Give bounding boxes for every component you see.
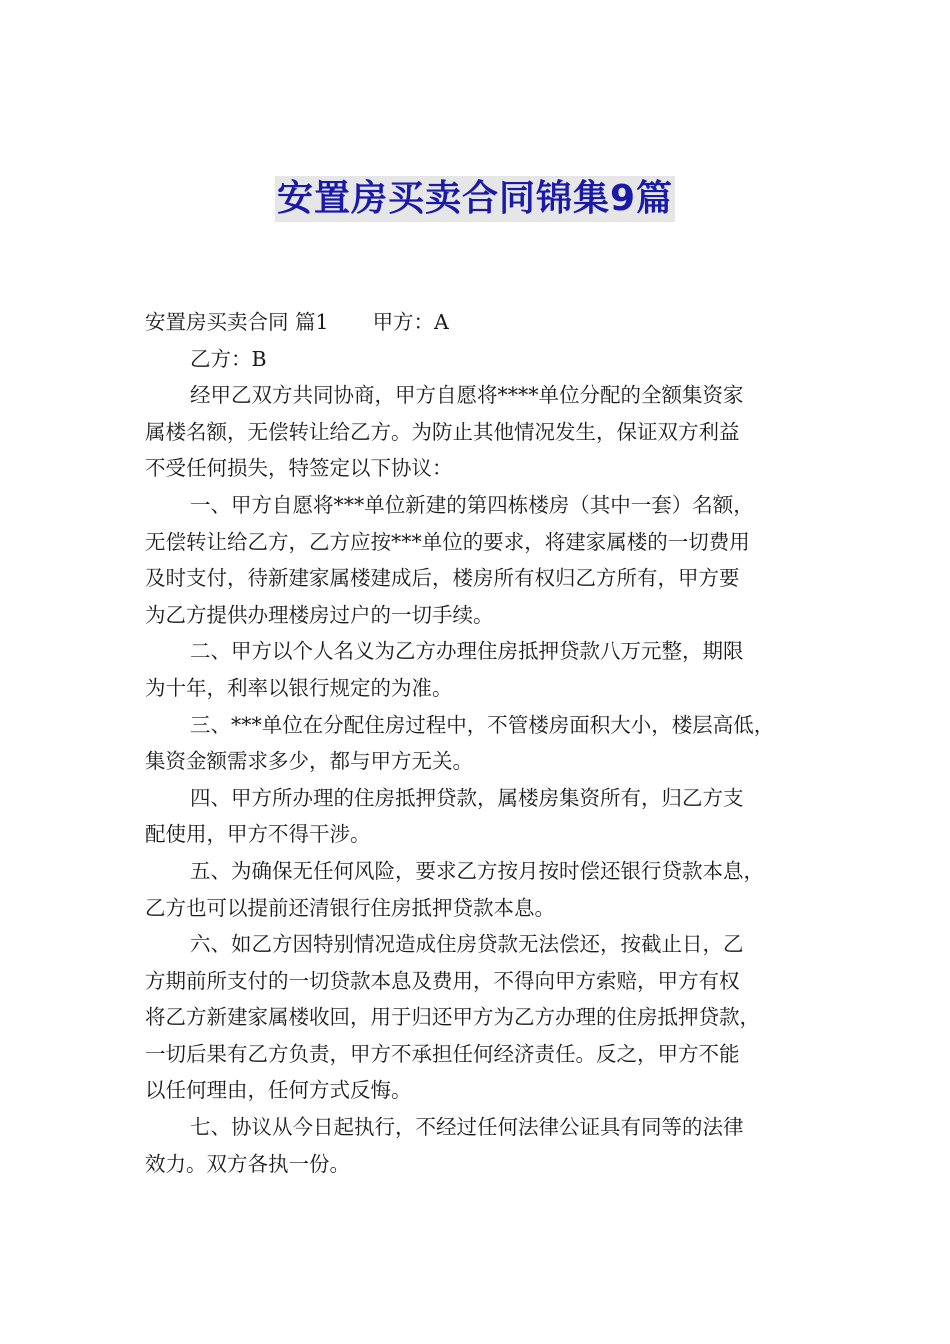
paragraph-line: 集资金额需求多少，都与甲方无关。: [145, 749, 473, 774]
paragraph-line: 属楼名额，无偿转让给乙方。为防止其他情况发生，保证双方利益: [145, 419, 740, 444]
paragraph-line: 不受任何损失，特签定以下协议：: [145, 456, 453, 481]
document-body: [145, 304, 813, 1182]
document-title: 安置房买卖合同锦集9篇: [275, 176, 675, 222]
paragraph-line: 乙方也可以提前还清银行住房抵押贷款本息。: [145, 895, 555, 920]
paragraph-line: 方期前所支付的一切贷款本息及费用，不得向甲方索赔，甲方有权: [145, 968, 740, 993]
party-a-label: 甲方：A: [372, 310, 449, 334]
paragraph-line: 及时支付，待新建家属楼建成后，楼房所有权归乙方所有，甲方要: [145, 566, 740, 591]
paragraph-line: 七、协议从今日起执行，不经过任何法律公证具有同等的法律: [190, 1115, 744, 1140]
paragraph-line: 四、甲方所办理的住房抵押贷款，属楼房集资所有，归乙方支: [190, 785, 744, 810]
paragraph-line: 三、***单位在分配住房过程中，不管楼房面积大小，楼层高低，: [190, 712, 775, 737]
paragraph-line: 一、甲方自愿将***单位新建的第四栋楼房（其中一套）名额，: [190, 492, 754, 517]
paragraph-line: 六、如乙方因特别情况造成住房贷款无法偿还，按截止日，乙: [190, 932, 744, 957]
paragraph-line: 为十年，利率以银行规定的为准。: [145, 675, 453, 700]
paragraph-line: 以任何理由，任何方式反悔。: [145, 1078, 412, 1103]
paragraph-line: 二、甲方以个人名义为乙方办理住房抵押贷款八万元整，期限: [190, 639, 744, 664]
party-b-label: 乙方：B: [190, 346, 267, 371]
paragraph-line: 效力。双方各执一份。: [145, 1151, 350, 1176]
paragraph-line: 无偿转让给乙方，乙方应按***单位的要求，将建家属楼的一切费用: [145, 529, 750, 554]
paragraph-line: 五、为确保无任何风险，要求乙方按月按时偿还银行贷款本息，: [190, 858, 764, 883]
paragraph-line: 一切后果有乙方负责，甲方不承担任何经济责任。反之，甲方不能: [145, 1041, 740, 1066]
paragraph-line: 配使用，甲方不得干涉。: [145, 822, 371, 847]
section-heading-line: [145, 304, 813, 341]
section-heading: 安置房买卖合同 篇1: [145, 310, 329, 334]
title-container: [0, 176, 950, 222]
paragraph-line: 为乙方提供办理楼房过户的一切手续。: [145, 602, 494, 627]
paragraph-line: 将乙方新建家属楼收回，用于归还甲方为乙方办理的住房抵押贷款，: [145, 1005, 760, 1030]
paragraph-line: 经甲乙双方共同协商，甲方自愿将****单位分配的全额集资家: [190, 383, 744, 408]
